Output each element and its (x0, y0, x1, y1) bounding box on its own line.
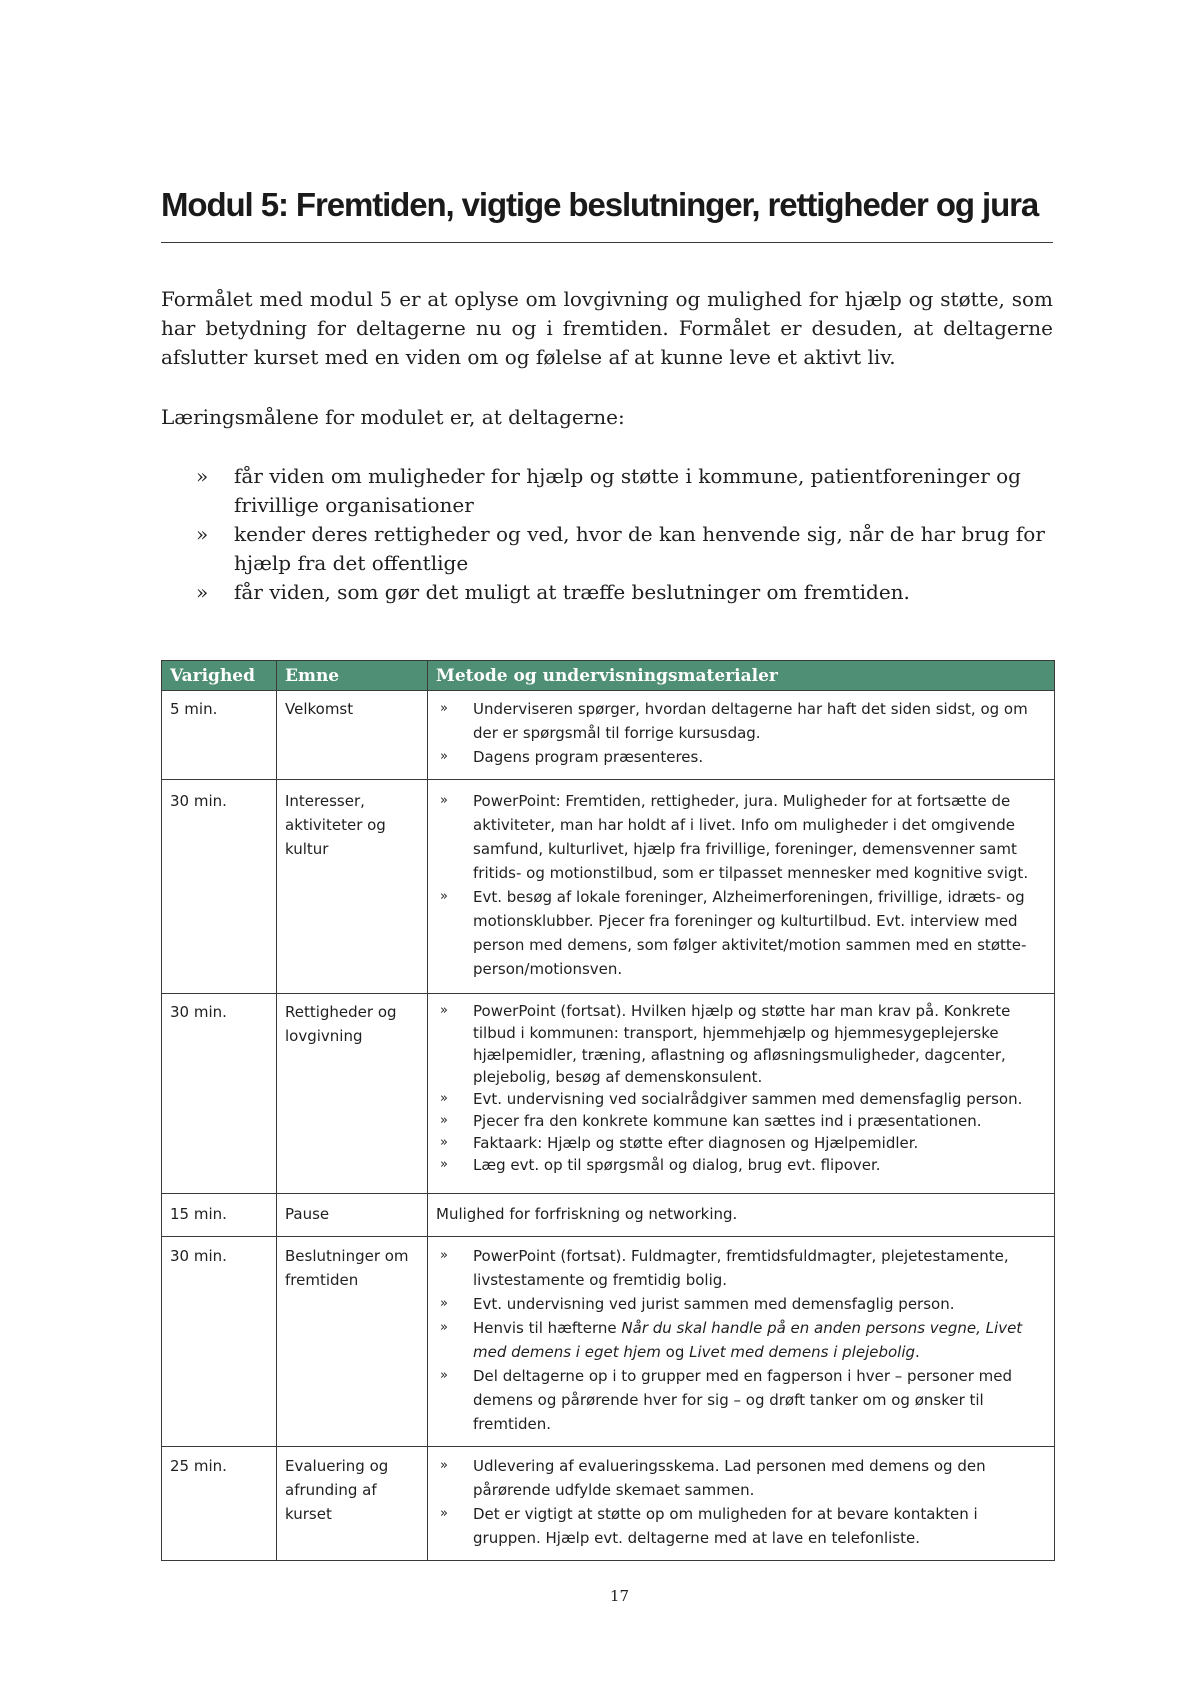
list-item (436, 1502, 1046, 1550)
method-text: PowerPoint: Fremtiden, rettigheder, jura. Muligheder for at fortsætte de aktiviteter, man har holdt af i livet. Info om muligheder i det omgivende samfund, kulturlivet, hjælp fra frivillige, foreninger, demensvenner samt fritids- og motionstilbud, som er tilpasset mennesker med kognitive svigt. (473, 792, 1029, 882)
bullet-glyph: » (440, 1135, 448, 1150)
bullet-glyph: » (440, 1458, 448, 1473)
bullet-glyph: » (440, 793, 448, 808)
method-text: Evt. undervisning ved socialrådgiver sammen med demensfaglig person. (473, 1090, 1023, 1108)
list-item (436, 789, 1046, 885)
duration-cell: 30 min. (162, 1237, 277, 1447)
table-row (162, 691, 1055, 780)
list-item (436, 697, 1046, 745)
header-topic: Emne (277, 661, 428, 691)
intro-paragraph: Formålet med modul 5 er at oplyse om lovgivning og mulighed for hjælp og støtte, som har betydning for deltagerne nu og i fremtiden. Formålet er desuden, at deltagerne afslutter kurset med en viden om og følelse af at kunne leve et aktivt liv. (161, 287, 1053, 369)
method-cell (428, 994, 1055, 1194)
bullet-glyph: » (440, 1248, 448, 1263)
page-title: Modul 5: Fremtiden, vigtige beslutninger, rettigheder og jura (161, 186, 1039, 223)
booklet-title: Når du skal handle på en anden persons vegne, Livet med demens i eget hjem (473, 1319, 1023, 1361)
list-item (436, 1244, 1046, 1292)
header-method: Metode og undervisningsmaterialer (428, 661, 1055, 691)
table-row (162, 994, 1055, 1194)
topic-cell: Evaluering og afrunding af kurset (277, 1447, 428, 1561)
schedule-table (161, 660, 1055, 1561)
table-header-row (162, 661, 1055, 691)
bullet-glyph: » (440, 749, 448, 764)
method-text: Evt. besøg af lokale foreninger, Alzheimerforeningen, frivillige, idræts- og motionsklubber. Pjecer fra foreninger og kulturtilbud. Evt. interview med person med demens, som følger aktivitet/motion sammen med en støtte-person/motionsven. (473, 888, 1027, 978)
goal-text: får viden om muligheder for hjælp og støtte i kommune, patientforeninger og frivillige organisationer (234, 464, 1021, 517)
method-text: Underviseren spørger, hvordan deltagerne har haft det siden sidst, og om der er spørgsmål til forrige kursusdag. (473, 700, 1028, 742)
title-divider (161, 242, 1053, 243)
topic-cell: Rettigheder og lovgivning (277, 994, 428, 1194)
page-number: 17 (609, 1587, 630, 1605)
method-text-part: Henvis til hæfterne (473, 1319, 622, 1337)
method-text: Pjecer fra den konkrete kommune kan sættes ind i præsentationen. (473, 1112, 982, 1130)
method-text: Udlevering af evalueringsskema. Lad personen med demens og den pårørende udfylde skemaet sammen. (473, 1457, 986, 1499)
list-item (436, 1292, 1046, 1316)
method-text: Del deltagerne op i to grupper med en fagperson i hver – personer med demens og pårørende hver for sig – og drøft tanker om og ønsker til fremtiden. (473, 1367, 1012, 1433)
topic-cell: Pause (277, 1194, 428, 1237)
list-item (436, 1154, 1046, 1176)
list-item (436, 1088, 1046, 1110)
method-text: Læg evt. op til spørgsmål og dialog, brug evt. flipover. (473, 1156, 881, 1174)
learning-goals-lead: Læringsmålene for modulet er, at deltagerne: (161, 405, 625, 429)
bullet-glyph: » (440, 1003, 448, 1018)
bullet-glyph: » (440, 1368, 448, 1383)
method-text: PowerPoint (fortsat). Hvilken hjælp og støtte har man krav på. Konkrete tilbud i kommunen: transport, hjemmehjælp og hjemmesygeplejerske hjælpemidler, træning, aflastning og afløsningsmuligheder, dagcenter, plejebolig, besøg af demenskonsulent. (473, 1002, 1011, 1086)
goal-text: kender deres rettigheder og ved, hvor de kan henvende sig, når de har brug for hjælp fra det offentlige (234, 522, 1045, 575)
table-row (162, 1194, 1055, 1237)
duration-cell: 30 min. (162, 780, 277, 994)
learning-goals-list (161, 462, 1053, 607)
duration-cell: 5 min. (162, 691, 277, 780)
method-cell (428, 1447, 1055, 1561)
method-cell (428, 691, 1055, 780)
method-text-part: . (915, 1343, 920, 1361)
goal-text: får viden, som gør det muligt at træffe beslutninger om fremtiden. (234, 580, 910, 604)
table-row (162, 1237, 1055, 1447)
list-item (436, 1364, 1046, 1436)
method-text: Evt. undervisning ved jurist sammen med demensfaglig person. (473, 1295, 955, 1313)
bullet-glyph: » (440, 1157, 448, 1172)
bullet-glyph: » (440, 1296, 448, 1311)
topic-cell: Beslutninger om fremtiden (277, 1237, 428, 1447)
table-row (162, 1447, 1055, 1561)
list-item (436, 885, 1046, 981)
bullet-glyph: » (196, 522, 209, 546)
list-item (436, 1316, 1046, 1364)
bullet-glyph: » (440, 1320, 448, 1335)
bullet-glyph: » (440, 1113, 448, 1128)
method-cell (428, 780, 1055, 994)
method-cell: Mulighed for forfriskning og networking. (428, 1194, 1055, 1237)
method-text: PowerPoint (fortsat). Fuldmagter, fremtidsfuldmagter, plejetestamente, livstestamente og fremtidig bolig. (473, 1247, 1009, 1289)
method-cell (428, 1237, 1055, 1447)
bullet-glyph: » (440, 1506, 448, 1521)
list-item (161, 578, 1053, 607)
method-text: Det er vigtigt at støtte op om muligheden for at bevare kontakten i gruppen. Hjælp evt. deltagerne med at lave en telefonliste. (473, 1505, 978, 1547)
list-item (436, 1454, 1046, 1502)
bullet-glyph: » (196, 580, 209, 604)
method-text (473, 1319, 1022, 1361)
list-item (161, 520, 1053, 578)
list-item (436, 745, 1046, 769)
table-row (162, 780, 1055, 994)
list-item (436, 1000, 1046, 1088)
list-item (436, 1132, 1046, 1154)
header-duration: Varighed (162, 661, 277, 691)
topic-cell: Interesser, aktiviteter og kultur (277, 780, 428, 994)
list-item (161, 462, 1053, 520)
duration-cell: 30 min. (162, 994, 277, 1194)
topic-cell: Velkomst (277, 691, 428, 780)
bullet-glyph: » (196, 464, 209, 488)
bullet-glyph: » (440, 701, 448, 716)
booklet-title: Livet med demens i plejebolig (689, 1343, 916, 1361)
method-text-part: og (660, 1343, 690, 1361)
list-item (436, 1110, 1046, 1132)
method-text: Dagens program præsenteres. (473, 748, 704, 766)
bullet-glyph: » (440, 889, 448, 904)
duration-cell: 25 min. (162, 1447, 277, 1561)
bullet-glyph: » (440, 1091, 448, 1106)
duration-cell: 15 min. (162, 1194, 277, 1237)
method-text: Faktaark: Hjælp og støtte efter diagnosen og Hjælpemidler. (473, 1134, 919, 1152)
